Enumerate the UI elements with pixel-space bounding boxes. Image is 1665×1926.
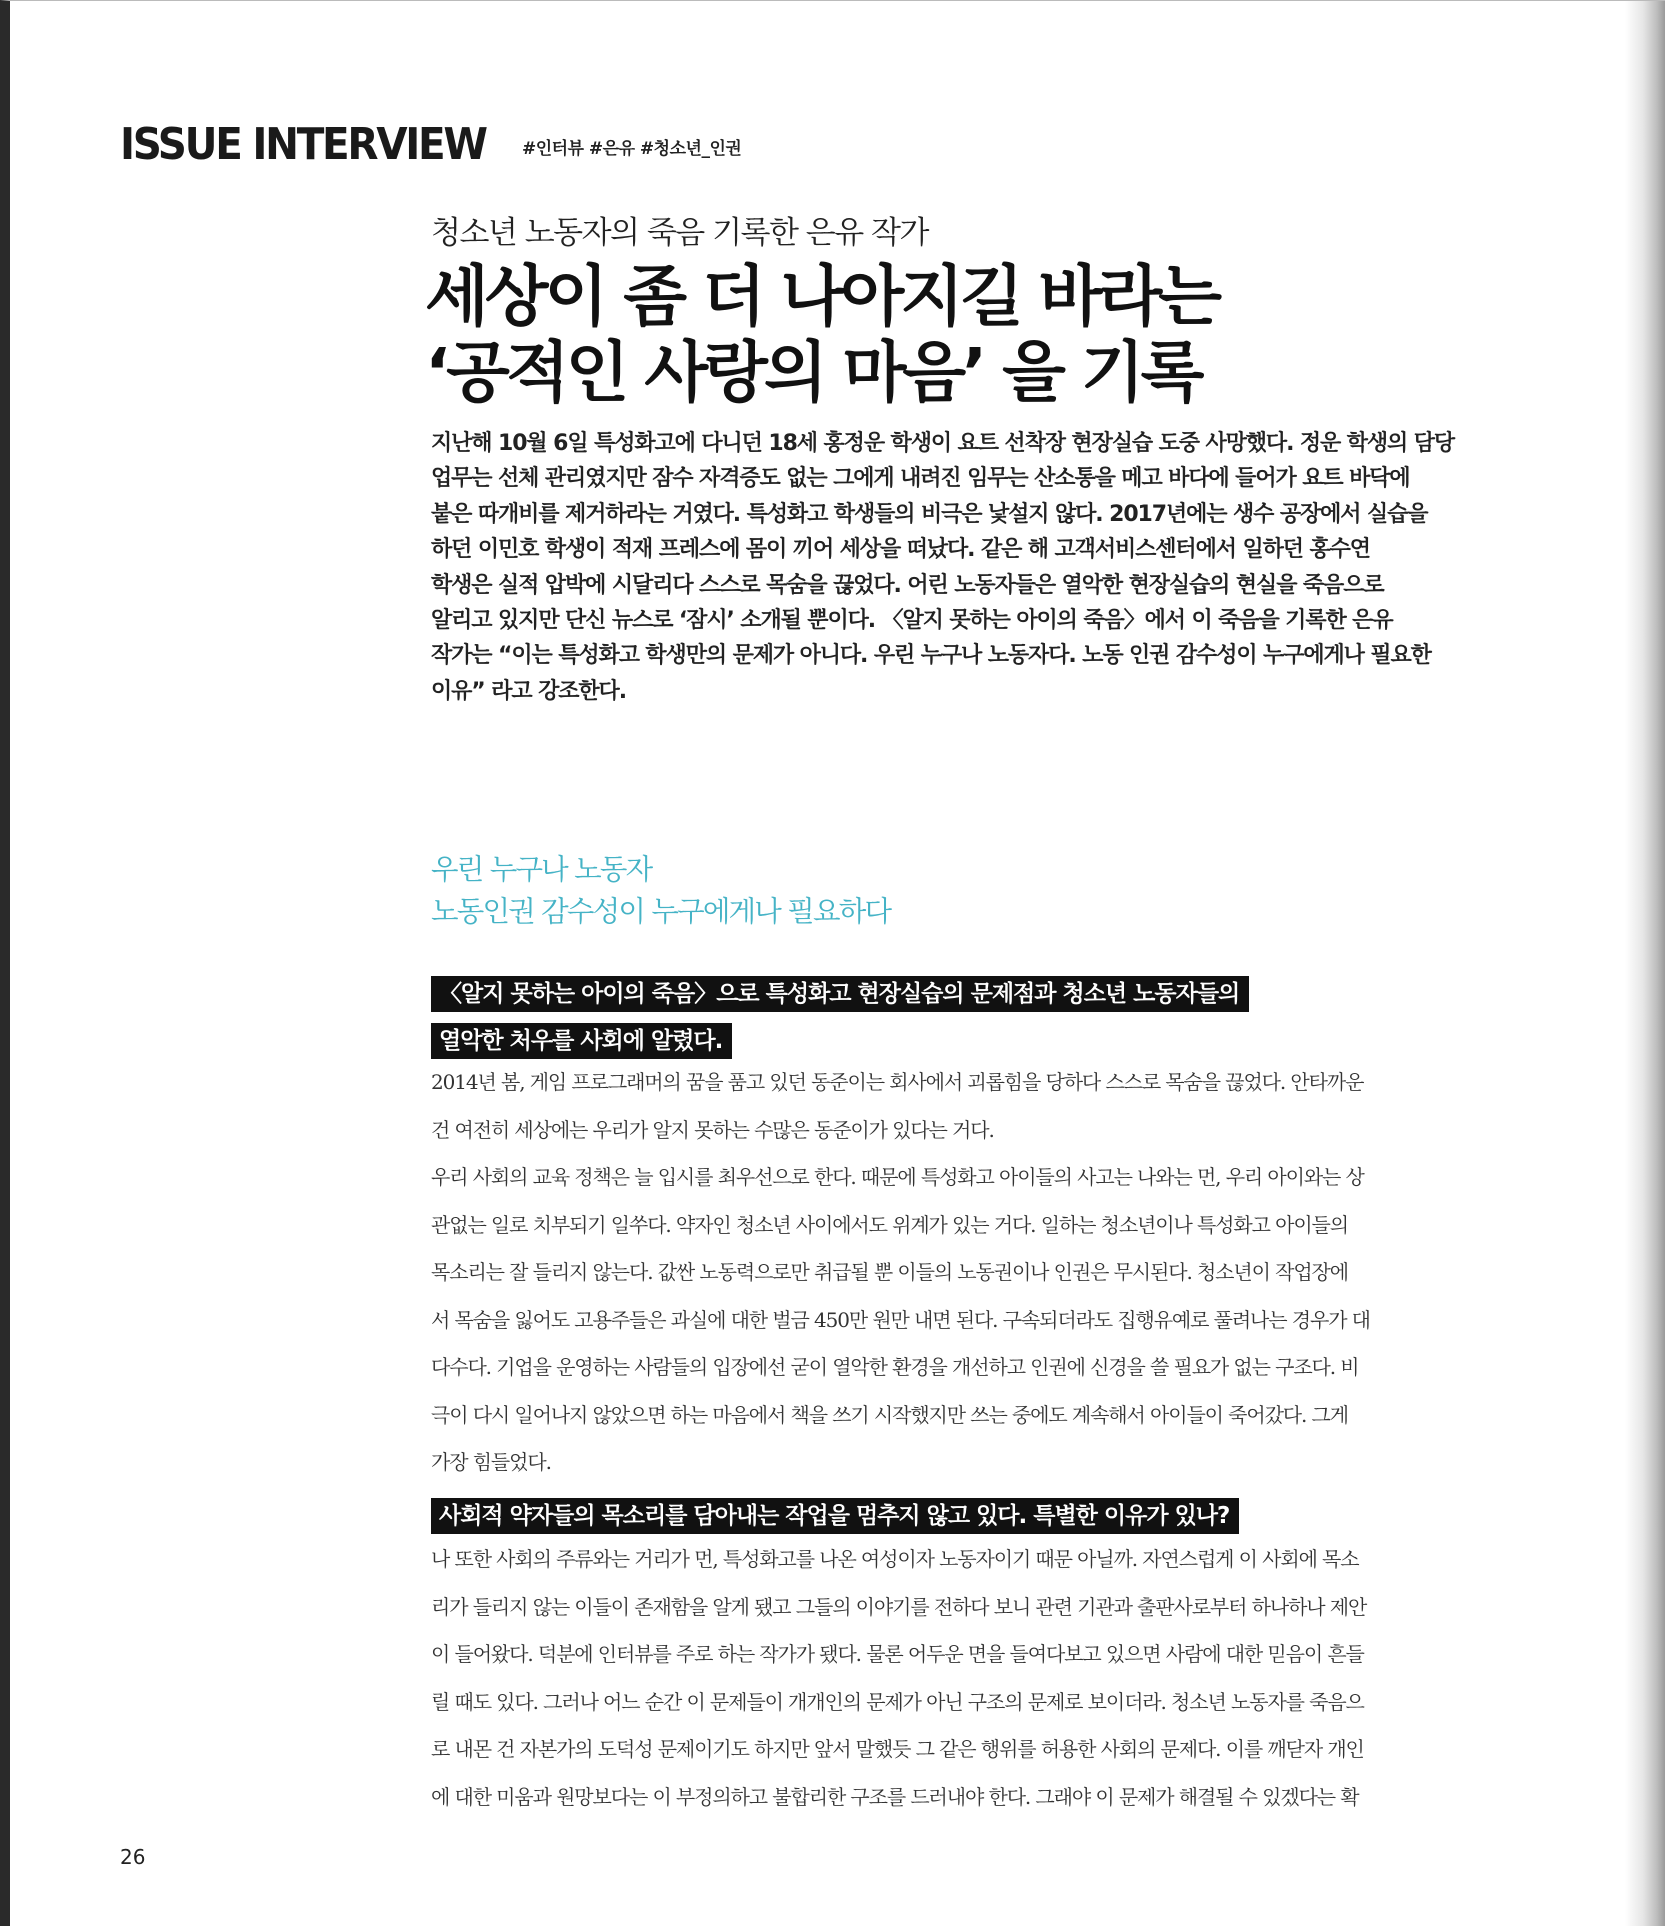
lead-line: 알리고 있지만 단신 뉴스로 ‘잠시’ 소개될 뿐이다. 〈알지 못하는 아이의 죽음〉에서 이 죽음을 기록한 은유: [431, 608, 1393, 634]
answer-line: 리가 들리지 않는 이들이 존재함을 알게 됐고 그들의 이야기를 전하다 보니 관련 기관과 출판사로부터 하나하나 제안: [431, 1594, 1367, 1619]
answer-line: 다수다. 기업을 운영하는 사람들의 입장에선 굳이 열악한 환경을 개선하고 인권에 신경을 쓸 필요가 없는 구조다. 비: [431, 1355, 1359, 1379]
lead-line: 작가는 “이는 특성화고 학생만의 문제가 아니다. 우린 누구나 노동자다. 노동 인권 감수성이 누구에게나 필요한: [431, 643, 1431, 669]
answer-line: 이 들어왔다. 덕분에 인터뷰를 주로 하는 작가가 됐다. 물론 어두운 면을 들여다보고 있으면 사람에 대한 믿음이 흔들: [431, 1642, 1364, 1666]
lead-line: 지난해 10월 6일 특성화고에 다니던 18세 홍정운 학생이 요트 선착장 현장실습 도중 사망했다. 정운 학생의 담당: [431, 431, 1455, 456]
answer-line: 건 여전히 세상에는 우리가 알지 못하는 수많은 동준이가 있다는 거다.: [431, 1117, 994, 1142]
hashtags: #인터뷰 #은유 #청소년_인권: [522, 139, 742, 159]
section-title: ISSUE INTERVIEW: [120, 119, 486, 170]
pull-quote: [431, 849, 890, 933]
question-line: 〈알지 못하는 아이의 죽음〉으로 특성화고 현장실습의 문제점과 청소년 노동자들의: [431, 976, 1249, 1012]
question-line: 열악한 처우를 사회에 알렸다.: [431, 1023, 732, 1059]
page-edge-shadow: [1625, 1, 1665, 1926]
answer-line: 우리 사회의 교육 정책은 늘 입시를 최우선으로 한다. 때문에 특성화고 아이들의 사고는 나와는 먼, 우리 아이와는 상: [431, 1165, 1364, 1189]
pull-quote-line: 우린 누구나 노동자: [431, 853, 652, 886]
answer-line: 나 또한 사회의 주류와는 거리가 먼, 특성화고를 나온 여성이자 노동자이기 때문 아닐까. 자연스럽게 이 사회에 목소: [431, 1547, 1359, 1571]
lead-line: 업무는 선체 관리였지만 잠수 자격증도 없는 그에게 내려진 임무는 산소통을 메고 바다에 들어가 요트 바닥에: [431, 466, 1410, 492]
answer-line: 릴 때도 있다. 그러나 어느 순간 이 문제들이 개개인의 문제가 아닌 구조의 문제로 보이더라. 청소년 노동자를 죽음으: [431, 1689, 1364, 1714]
pull-quote-line: 노동인권 감수성이 누구에게나 필요하다: [431, 895, 891, 928]
lead-line: 하던 이민호 학생이 적재 프레스에 몸이 끼어 세상을 떠났다. 같은 해 고객서비스센터에서 일하던 홍수연: [431, 537, 1370, 563]
answer-line: 로 내몬 건 자본가의 도덕성 문제이기도 하지만 앞서 말했듯 그 같은 행위를 허용한 사회의 문제다. 이를 깨닫자 개인: [431, 1737, 1364, 1761]
lead-line: 이유” 라고 강조한다.: [431, 678, 626, 704]
answer-line: 2014년 봄, 게임 프로그래머의 꿈을 품고 있던 동준이는 회사에서 괴롭힘을 당하다 스스로 목숨을 끊었다. 안타까운: [431, 1070, 1364, 1094]
article-headline: [425, 259, 1525, 411]
interview-answer-2: [431, 1536, 1511, 1821]
answer-line: 목소리는 잘 들리지 않는다. 값싼 노동력으로만 취급될 뿐 이들의 노동권이나 인권은 무시된다. 청소년이 작업장에: [431, 1260, 1348, 1284]
article-subhead: 청소년 노동자의 죽음 기록한 은유 작가: [431, 215, 928, 251]
headline-line: ‘공적인 사랑의 마음’ 을 기록: [425, 334, 1201, 411]
lead-line: 학생은 실적 압박에 시달리다 스스로 목숨을 끊었다. 어린 노동자들은 열악한 현장실습의 현실을 죽음으로: [431, 572, 1384, 598]
lead-paragraph: [431, 426, 1511, 709]
answer-line: 서 목숨을 잃어도 고용주들은 과실에 대한 벌금 450만 원만 내면 된다. 구속되더라도 집행유예로 풀려나는 경우가 대: [431, 1307, 1370, 1332]
lead-line: 붙은 따개비를 제거하라는 거였다. 특성화고 학생들의 비극은 낯설지 않다. 2017년에는 생수 공장에서 실습을: [431, 501, 1428, 527]
answer-line: 에 대한 미움과 원망보다는 이 부정의하고 불합리한 구조를 드러내야 한다. 그래야 이 문제가 해결될 수 있겠다는 확: [431, 1784, 1359, 1809]
section-header: [120, 109, 518, 169]
interview-question-1-cont: [431, 1023, 732, 1059]
interview-answer-1: [431, 1059, 1511, 1487]
answer-line: 극이 다시 일어나지 않았으면 하는 마음에서 책을 쓰기 시작했지만 쓰는 중에도 계속해서 아이들이 죽어갔다. 그게: [431, 1402, 1348, 1427]
page-number: 26: [120, 1845, 146, 1869]
interview-question-1: [431, 976, 1249, 1012]
question-line: 사회적 약자들의 목소리를 담아내는 작업을 멈추지 않고 있다. 특별한 이유가 있나?: [431, 1498, 1239, 1534]
headline-line: 세상이 좀 더 나아지길 바라는: [425, 258, 1218, 335]
answer-line: 관없는 일로 치부되기 일쑤다. 약자인 청소년 사이에서도 위계가 있는 거다. 일하는 청소년이나 특성화고 아이들의: [431, 1212, 1348, 1237]
interview-question-2: [431, 1498, 1239, 1534]
answer-line: 가장 힘들었다.: [431, 1450, 551, 1474]
